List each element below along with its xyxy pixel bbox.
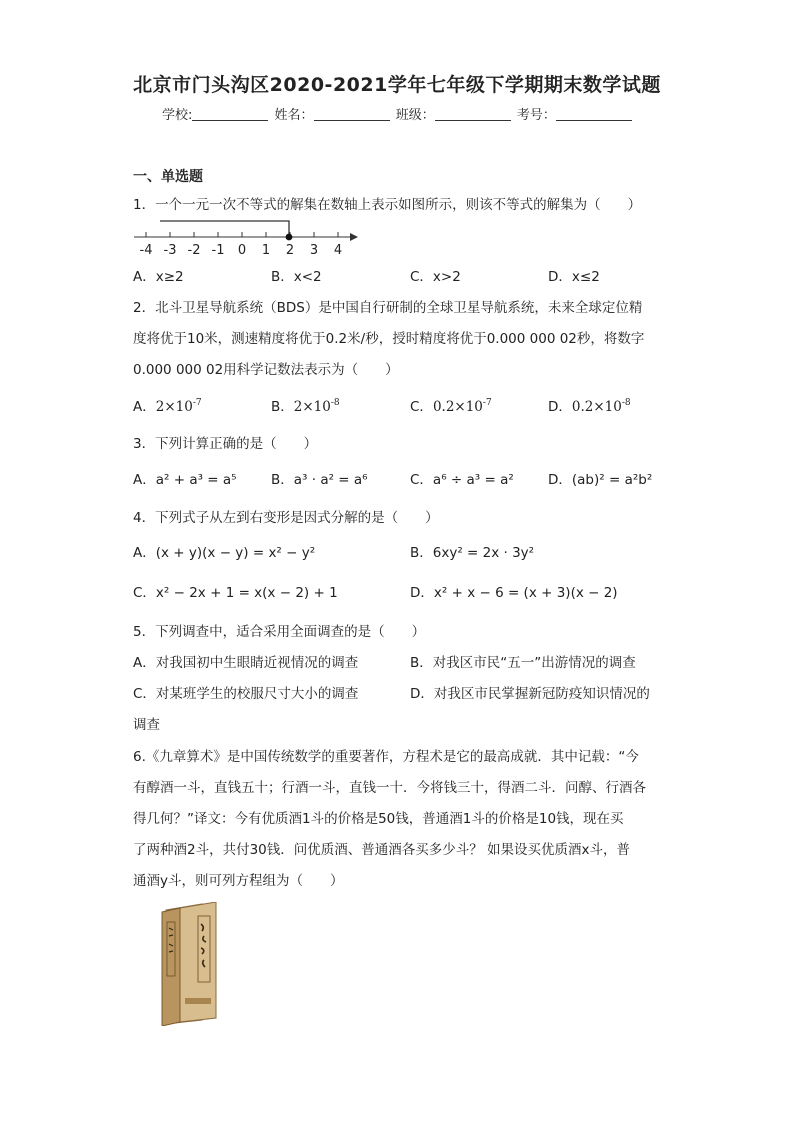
q6-line-4: 了两种酒2斗，共付30钱．问优质酒、普通酒各买多少斗？ 如果设买优质酒x斗，普 [133, 842, 631, 858]
exam-no-label: 考号： [516, 108, 556, 123]
student-info-row [162, 104, 634, 123]
q3-option-d[interactable]: D．(ab)² = a²b² [548, 472, 653, 488]
q4-option-a[interactable]: A．(x + y)(x − y) = x² − y² [133, 545, 316, 561]
q5-option-d[interactable]: D．对我区市民掌握新冠防疫知识情况的 [410, 686, 650, 702]
option-letter: D． [548, 399, 572, 415]
q6-line-2: 有醇酒一斗，直钱五十；行酒一斗，直钱一十．今将钱三十，得酒二斗．问醇、行酒各 [133, 780, 646, 796]
number-line-figure [132, 210, 362, 256]
solution-ray [160, 221, 289, 237]
axis-ticks [146, 232, 338, 237]
tick-labels [140, 243, 343, 256]
tick-label: 1 [261, 243, 271, 256]
q6-line-5: 通酒y斗，则可列方程组为（ ） [133, 873, 344, 889]
q1-option-d[interactable]: D．x≤2 [548, 269, 600, 285]
section-title: 一、单选题 [133, 169, 203, 185]
option-exponent: -8 [330, 398, 340, 408]
name-blank[interactable] [314, 108, 390, 121]
q6-line-3: 得几何？”译文：今有优质酒1斗的价格是50钱，普通酒1斗的价格是10钱，现在买 [133, 811, 624, 827]
option-math: 0.2×10 [432, 399, 483, 415]
q5-option-a[interactable]: A．对我国初中生眼睛近视情况的调查 [133, 655, 359, 671]
tick-label: -1 [211, 243, 225, 256]
option-letter: C． [410, 399, 433, 415]
tick-label: 3 [309, 243, 319, 256]
school-blank[interactable] [192, 108, 268, 121]
q4-option-c[interactable]: C．x² − 2x + 1 = x(x − 2) + 1 [133, 585, 338, 601]
q5-option-b[interactable]: B．对我区市民“五一”出游情况的调查 [410, 655, 636, 671]
tick-label: -3 [163, 243, 177, 256]
q3-option-b[interactable]: B．a³ · a² = a⁶ [271, 472, 368, 488]
q4-option-b[interactable]: B．6xy² = 2x · 3y² [410, 545, 535, 561]
q1-option-a[interactable]: A．x≥2 [133, 269, 184, 285]
q3-stem: 3．下列计算正确的是（ ） [133, 436, 318, 452]
option-exponent: -7 [192, 398, 202, 408]
option-math: 0.2×10 [571, 399, 622, 415]
class-label: 班级： [395, 108, 435, 123]
exam-no-blank[interactable] [556, 108, 632, 121]
cover-band [185, 998, 211, 1004]
option-math: 2×10 [293, 399, 331, 415]
q3-option-c[interactable]: C．a⁶ ÷ a³ = a² [410, 472, 514, 488]
school-label: 学校: [162, 108, 193, 123]
q1-option-c[interactable]: C．x>2 [410, 269, 461, 285]
q2-line-1: 2．北斗卫星导航系统（BDS）是中国自行研制的全球卫星导航系统，未来全球定位精 [133, 300, 643, 316]
q2-line-3: 0.000 000 02用科学记数法表示为（ ） [133, 362, 399, 378]
q3-option-a[interactable]: A．a² + a³ = a⁵ [133, 472, 237, 488]
book-spine [162, 908, 180, 1026]
tick-label: 0 [237, 243, 247, 256]
q2-option-c[interactable] [410, 395, 492, 415]
tick-label: -2 [187, 243, 201, 256]
q5-stem: 5．下列调查中，适合采用全面调查的是（ ） [133, 624, 426, 640]
option-letter: A． [133, 399, 156, 415]
option-exponent: -8 [621, 398, 631, 408]
q5-option-c[interactable]: C．对某班学生的校服尺寸大小的调查 [133, 686, 359, 702]
class-blank[interactable] [435, 108, 511, 121]
q2-option-d[interactable] [548, 395, 631, 415]
q6-line-1: 6.《九章算术》是中国传统数学的重要著作，方程术是它的最高成就．其中记载：“今 [133, 749, 639, 765]
option-math: 2×10 [155, 399, 193, 415]
q4-stem: 4．下列式子从左到右变形是因式分解的是（ ） [133, 510, 439, 526]
q2-line-2: 度将优于10米，测速精度将优于0.2米/秒，授时精度将优于0.000 000 02秒，将数字 [133, 331, 645, 347]
tick-label: 4 [333, 243, 343, 256]
tick-label: 2 [285, 243, 295, 256]
q2-option-a[interactable] [133, 395, 202, 415]
page-title: 北京市门头沟区2020-2021学年七年级下学期期末数学试题 [133, 74, 661, 96]
q4-option-d[interactable]: D．x² + x − 6 = (x + 3)(x − 2) [410, 585, 618, 601]
axis-arrow [350, 233, 358, 241]
name-label: 姓名： [274, 108, 314, 123]
option-letter: B． [271, 399, 294, 415]
q1-stem: 1．一个一元一次不等式的解集在数轴上表示如图所示，则该不等式的解集为（ ） [133, 197, 642, 213]
tick-label: -4 [139, 243, 153, 256]
book-illustration [158, 902, 220, 1026]
solid-endpoint [286, 234, 293, 241]
q1-option-b[interactable]: B．x<2 [271, 269, 322, 285]
q5-option-d-continued: 调查 [133, 717, 160, 733]
option-exponent: -7 [482, 398, 492, 408]
q2-option-b[interactable] [271, 395, 340, 415]
